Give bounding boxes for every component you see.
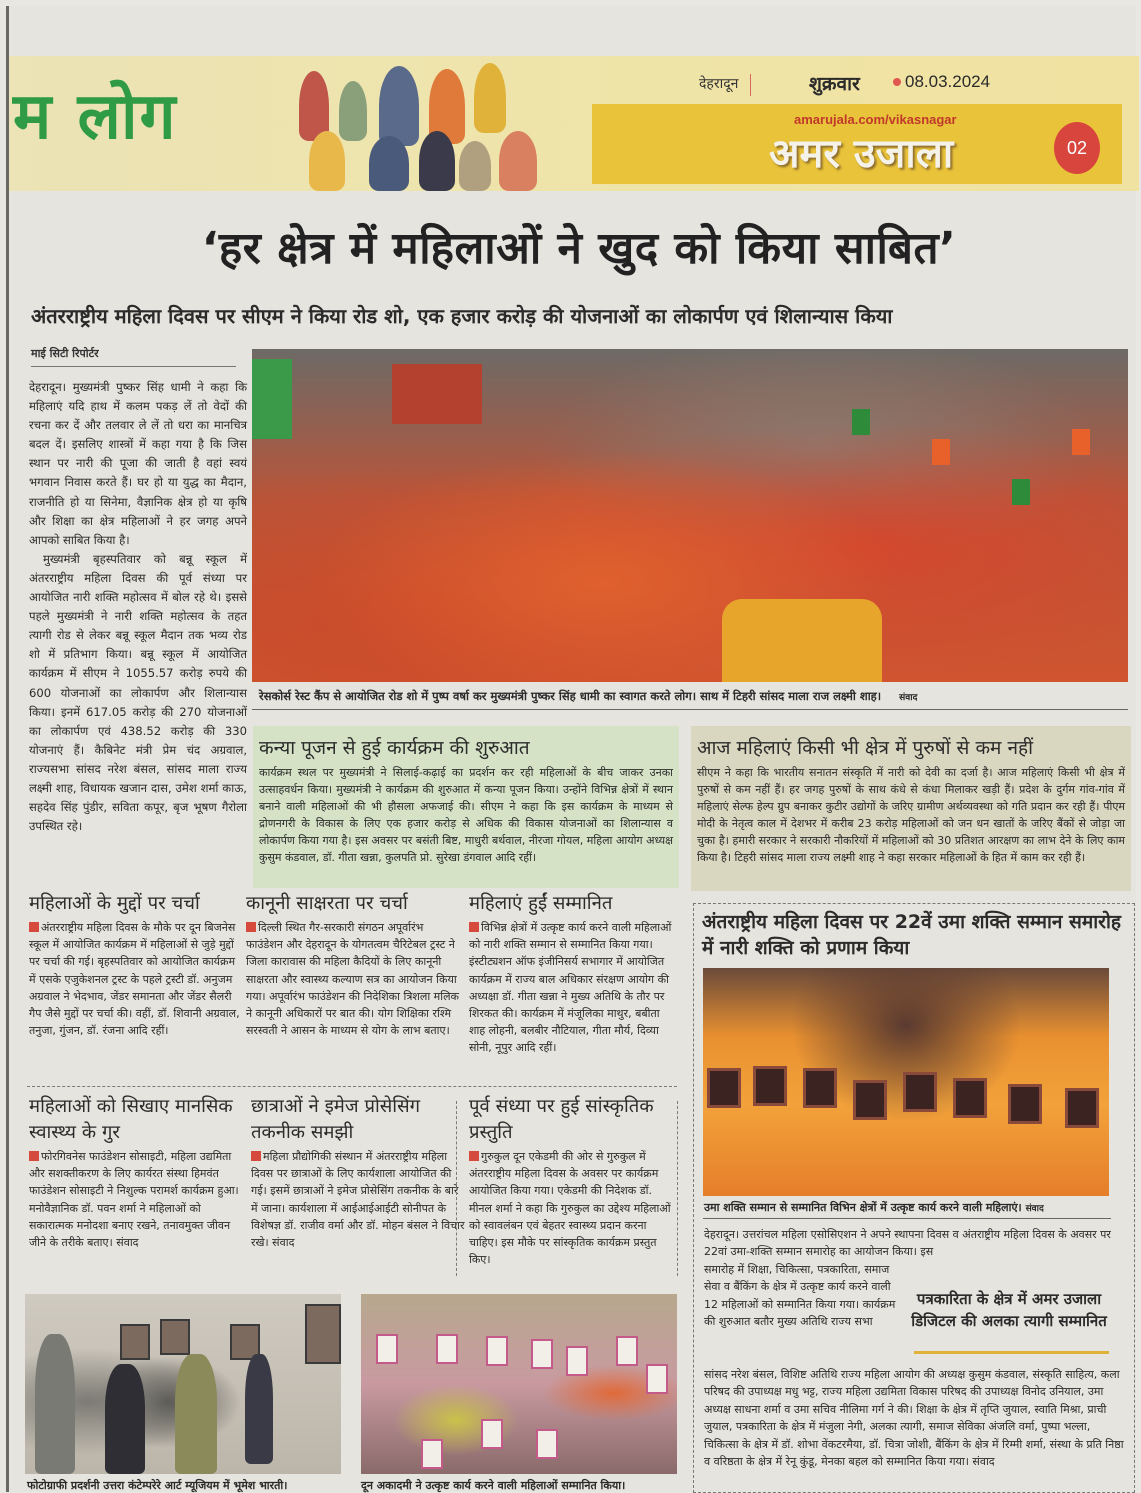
lead-story-body: [29, 378, 247, 836]
flag-icon: [852, 409, 870, 435]
person: [35, 1334, 75, 1474]
certificate: [421, 1439, 443, 1469]
divider: [677, 1101, 678, 1276]
section-title: म लोग: [13, 80, 178, 154]
photo-caption: [704, 1200, 1114, 1215]
award-plaque: [853, 1080, 887, 1120]
date-label: 08.03.2024: [905, 72, 991, 91]
brief-story: [469, 891, 674, 1057]
brief-story: [29, 891, 244, 1039]
bullet-square-icon: [29, 922, 39, 932]
bullet-square-icon: [29, 1151, 39, 1161]
divider: [750, 74, 751, 96]
brief-text: दिल्ली स्थित गैर-सरकारी संगठन अपूर्वारंभ फाउंडेशन और देहरादून के योगतत्वम चैरिटेबल ट्रस्ट ने जिला कारावास की महिला कैदियों के लिए कानूनी साक्षरता और स्वास्थ्य कल्याण सत्र का आयोजन किया गया। अपूर्वारंभ फाउंडेशन की निदेशिका त्रिशला मलिक ने कानूनी अधिकारों पर बात की। योग शिक्षिका रश्मि सरस्वती ने आसन के माध्यम से योग के लाभ बताए।: [246, 921, 460, 1038]
photo-credit: संवाद: [1025, 1204, 1044, 1214]
byline: माई सिटी रिपोर्टर: [31, 347, 99, 360]
award-plaque: [903, 1072, 937, 1112]
photo-caption: फोटोग्राफी प्रदर्शनी उत्तरा कंटेम्परेरे आर्ट म्यूजियम में भूमेश भारती।: [27, 1479, 288, 1492]
brief-title: महिलाओं के मुद्दों पर चर्चा: [29, 893, 200, 914]
box-text: कार्यक्रम स्थल पर मुख्यमंत्री ने सिलाई-कढ़ाई का प्रदर्शन कर रही महिलाओं के बीच जाकर उनका उत्साहवर्धन किया। मुख्यमंत्री ने कार्यक्रम की शुरुआत में कन्या पूजन किया। उन्होंने विभिन्न क्षेत्रों में स्थान बनाने वाली महिलाओं की भी हौसला अफजाई की। सीएम ने कहा कि इस कार्यक्रम के माध्यम से द्रोणनगरी के विकास के लिए एक हजार करोड़ से अधिक की विकास योजनाओं का शिलान्यास व लोकार्पण किया गया है। इस अवसर पर बसंती बिष्ट, माधुरी बर्थवाल, नीरजा गोयल, महिला आयोग अध्यक्ष कुसुम कंडवाल, डॉ. गीता खन्ना, कुलपति प्रो. सुरेखा डंगवाल आदि रहीं।: [259, 766, 673, 864]
brief-story: [29, 1094, 244, 1251]
divider: [27, 1086, 677, 1087]
story-body-narrow: समारोह में शिक्षा, चिकित्सा, पत्रकारिता, समाज सेवा व बैंकिंग के क्षेत्र में उत्कृष्ट कार्य करने वाली 12 महिलाओं को सम्मानित किया गया। कार्यक्रम की शुरुआत बतौर मुख्य अतिथि राज्य सभा: [704, 1263, 896, 1329]
newspaper-logo: अमर उजाला: [769, 131, 954, 177]
photo-caption: दून अकादमी ने उत्कृष्ट कार्य करने वाली महिलाओं सम्मानित किया।: [361, 1479, 626, 1492]
story-body: सांसद नरेश बंसल, विशिष्ट अतिथि राज्य महिला आयोग की अध्यक्ष कुसुम कंडवाल, संस्कृति साहित्य, कला परिषद की उपाध्यक्ष मधु भट्ट, राज्य महिला उद्यमिता विकास परिषद की उपाध्यक्ष विनोद उनियाल, उमा अध्यक्ष साधना शर्मा व उमा सचिव नीलिमा गर्ग ने की। शिक्षा के क्षेत्र में तृप्ति जुयाल, स्वाति मिश्रा, प्राची जुयाल, पत्रकारिता के क्षेत्र में मंजुला नेगी, अलका त्यागी, समाज सेविका अंजलि वर्मा, पुष्पा भल्ला, चिकित्सा के क्षेत्र में डॉ. शोभा वेंकटरमैया, डॉ. चित्रा जोशी, बैंकिंग के क्षेत्र में रिम्मी शर्मा, संस्था के प्रति निष्ठा व वरिष्ठता के क्षेत्र में रेनू कुंडू, मेनका बहल को सम्मानित किया गया। संवाद: [704, 1368, 1124, 1469]
day-label: शुक्रवार: [809, 73, 860, 95]
flag-icon: [932, 439, 950, 465]
flower-car: [722, 599, 882, 682]
photo-caption: [259, 689, 1119, 704]
person: [105, 1364, 145, 1474]
divider: [31, 366, 236, 367]
brief-title: महिलाओं को सिखाए मानसिक स्वास्थ्य के गुर: [29, 1096, 233, 1143]
brief-text: गुरुकुल दून एकेडमी की ओर से गुरुकुल में अंतरराष्ट्रीय महिला दिवस के अवसर पर कार्यक्रम आयोजित किया गया। एकेडमी की निदेशक डॉ. मीनल शर्मा ने कहा कि गुरुकुल का उद्देश्य महिलाओं को स्वावलंबन एवं बेहतर स्वास्थ्य प्रदान करना चाहिए। इस मौके पर सांस्कृतिक कार्यक्रम प्रस्तुत किए।: [469, 1150, 671, 1267]
divider: [914, 1351, 1109, 1354]
bullet-square-icon: [469, 1151, 479, 1161]
story-title: अंतराष्ट्रीय महिला दिवस पर 22वें उमा शक्ति सम्मान समारोह में नारी शक्ति को प्रणाम किया: [702, 911, 1121, 959]
certificate: [646, 1364, 668, 1394]
roadshow-photo: [252, 349, 1128, 682]
award-plaque: [1008, 1084, 1042, 1124]
certificate: [536, 1429, 558, 1459]
flag-icon: [252, 359, 292, 439]
certificate: [486, 1336, 508, 1366]
story-lead: देहरादून। उत्तरांचल महिला एसोसिएशन ने अपने स्थापना दिवस व अंतराष्ट्रीय महिला दिवस के अवसर पर 22वां उमा-शक्ति सम्मान समारोह का आयोजन किया। इस: [704, 1228, 1111, 1259]
main-headline: ‘हर क्षेत्र में महिलाओं ने खुद को किया साबित’: [201, 223, 957, 274]
brief-story: [246, 891, 461, 1039]
sub-headline: अंतरराष्ट्रीय महिला दिवस पर सीएम ने किया रोड शो, एक हजार करोड़ की योजनाओं का लोकार्पण एवं शिलान्यास किया: [31, 304, 893, 328]
brief-title: महिलाएं हुईं सम्मानित: [469, 893, 613, 914]
bullet-dot-icon: [893, 78, 901, 86]
brief-title: छात्राओं ने इमेज प्रोसेसिंग तकनीक समझी: [251, 1096, 420, 1143]
brief-text: फोरगिवनेस फाउंडेशन सोसाइटी, महिला उद्यमिता और सशक्तीकरण के लिए कार्यरत संस्था हिमवंत फाउंडेशन सोसाइटी ने निशुल्क परामर्श कार्यक्रम हुआ। मनोवैज्ञानिक डॉ. पवन शर्मा ने महिलाओं को सकारात्मक मनोदशा बनाए रखने, तनावमुक्त जीवन जीने के तरीके बताए। संवाद: [29, 1150, 239, 1250]
art-exhibition-photo: [25, 1294, 341, 1474]
award-plaque: [1065, 1088, 1099, 1128]
brief-story: [251, 1094, 466, 1251]
bullet-square-icon: [246, 922, 256, 932]
framed-artwork: [305, 1304, 341, 1364]
sidebar-story-green: [253, 726, 679, 888]
doon-academy-photo: [361, 1294, 677, 1474]
paragraph: देहरादून। मुख्यमंत्री पुष्कर सिंह धामी ने कहा कि महिलाएं यदि हाथ में कलम पकड़ लें तो वेदों की रचना कर दें और तलवार ले लें तो धरा का मानचित्र बदल दें। इसलिए शास्त्रों में कहा गया है कि जिस स्थान पर नारी की पूजा की जाती है वहां स्वयं भगवान निवास करते हैं। घर हो या युद्ध का मैदान, राजनीति हो या सिनेमा, वैज्ञानिक क्षेत्र हो या कृषि और शिक्षा का क्षेत्र महिलाओं ने हर जगह अपने आपको साबित किया है।: [29, 380, 247, 547]
certificate: [376, 1334, 398, 1364]
flag-icon: [1072, 429, 1090, 455]
certificate: [531, 1339, 553, 1369]
divider: [703, 1218, 1111, 1219]
photo-credit: संवाद: [899, 693, 918, 703]
divider: [252, 709, 1128, 710]
award-plaque: [803, 1068, 837, 1108]
sidebar-story-khaki: [691, 726, 1131, 891]
brand-url: amarujala.com/vikasnagar: [794, 112, 957, 127]
person: [245, 1354, 273, 1464]
caption-text: उमा शक्ति सम्मान से सम्मानित विभिन क्षेत्रों में उत्कृष्ट कार्य करने वाली महिलाएं।: [704, 1201, 1022, 1214]
bullet-square-icon: [469, 922, 479, 932]
framed-artwork: [160, 1319, 190, 1355]
brief-text: विभिन्न क्षेत्रों में उत्कृष्ट कार्य करने वाली महिलाओं को नारी शक्ति सम्मान से सम्मानित किया गया। इंस्टीट्यशन ऑफ इंजीनिसर्य सभागार में आयोजित कार्यक्रम में राज्य बाल अधिकार संरक्षण आयोग की अध्यक्षा डॉ. गीता खन्ना ने मुख्य अतिथि के तौर पर शिरकत की। कार्यक्रम में मंजूलिका माथुर, बबीता शाह लोहनी, बलबीर नौटियाल, गीता मौर्य, दिव्या सोनी, नूपुर आदि रहीं।: [469, 921, 672, 1055]
brief-story: [469, 1094, 674, 1268]
certificate: [616, 1336, 638, 1366]
caption-text: रेसकोर्स रेस्ट कैंप से आयोजित रोड शो में पुष्प वर्षा कर मुख्यमंत्री पुष्कर सिंह धामी का स्वागत करते लोग। साथ में टिहरी सांसद माला राज लक्ष्मी शाह।: [259, 689, 882, 703]
box-text: सीएम ने कहा कि भारतीय सनातन संस्कृति में नारी को देवी का दर्जा है। आज महिलाएं किसी भी क्षेत्र में पुरुषों से कम नहीं हैं। हर जगह पुरुषों के साथ कंधे से कंधा मिलाकर खड़ी हैं। प्रदेश के दुर्गम गांव-गांव में महिलाएं सेल्फ हेल्प ग्रुप बनाकर कुटीर उद्योगों के जरिए ग्रामीण अर्थव्यवस्था को गति प्रदान कर रही हैं। पीएम मोदी के नेतृत्व काल में देशभर में करीब 23 करोड़ महिलाओं को जन धन खातों के जरिए बैंकों से जोड़ा जा चुका है। हमारी सरकार ने सरकारी नौकरियों में महिलाओं को 30 प्रतिशत आरक्षण का लाभ देने के लिए काम किया है। टिहरी सांसद माला राज्य लक्ष्मी शाह ने कहा सरकार महिलाओं के हित में काम कर रही हैं।: [697, 766, 1125, 864]
page-number-badge: 02: [1054, 122, 1100, 174]
paragraph: मुख्यमंत्री बृहस्पतिवार को बन्नू स्कूल में अंतरराष्ट्रीय महिला दिवस की पूर्व संध्या पर आयोजित नारी शक्ति महोत्सव में बोल रहे थे। इससे पहले मुख्यमंत्री ने नारी शक्ति महोत्सव के तहत त्यागी रोड से लेकर बन्नू स्कूल मैदान तक भव्य रोड शो में प्रतिभाग किया। बन्नू स्कूल में आयोजित कार्यक्रम में सीएम ने 1055.57 करोड़ रुपये की 600 योजनाओं का लोकार्पण और शिलान्यास किया। इनमें 617.05 करोड़ की 270 योजनाओं का लोकार्पण एवं 438.52 करोड़ की 330 योजनाएं हैं। कैबिनेट मंत्री प्रेम चंद अग्रवाल, राज्यसभा सांसद नरेश बंसल, सांसद माला राज्य लक्ष्मी शाह, विधायक खजान दास, उमेश शर्मा काऊ, सहदेव सिंह पुंडीर, सविता कपूर, बृज भूषण गैरोला उपस्थित रहे।: [29, 551, 247, 834]
newspaper-page: [6, 6, 1136, 1492]
box-title: आज महिलाएं किसी भी क्षेत्र में पुरुषों से कम नहीं: [697, 737, 1033, 759]
pull-quote: पत्रकारिता के क्षेत्र में अमर उजाला डिजिटल की अलका त्यागी सम्मानित: [911, 1290, 1107, 1330]
award-plaque: [707, 1068, 741, 1108]
box-title: कन्या पूजन से हुई कार्यक्रम की शुरुआत: [259, 737, 530, 759]
brief-title: कानूनी साक्षरता पर चर्चा: [246, 893, 408, 914]
certificate: [481, 1419, 503, 1449]
certificate: [436, 1334, 458, 1364]
city-label: देहरादून: [699, 76, 739, 92]
award-plaque: [953, 1078, 987, 1118]
brief-text: अंतरराष्ट्रीय महिला दिवस के मौके पर दून बिजनेस स्कूल में आयोजित कार्यक्रम में महिलाओं से जुड़े मुद्दों पर चर्चा की गई। बृहस्पतिवार को आयोजित कार्यक्रम में एसके एजुकेशनल ट्रस्ट के पहले ट्रस्टी डॉ. अनुजम अग्रवाल ने भेदभाव, जेंडर समानता और जेंडर सैलरी गैप जैसे मुद्दों पर चर्चा की। वहीं, डॉ. शिवानी अग्रवाल, तनुजा, गुंजन, डॉ. रंजना आदि रहीं।: [29, 921, 240, 1038]
people-illustration: [259, 61, 559, 191]
person: [175, 1354, 217, 1474]
flag-icon: [1012, 479, 1030, 505]
award-ceremony-photo: [703, 968, 1109, 1196]
brief-title: पूर्व संध्या पर हुई सांस्कृतिक प्रस्तुति: [469, 1096, 654, 1143]
award-plaque: [753, 1066, 787, 1106]
certificate: [566, 1346, 588, 1376]
shop-sign: [392, 364, 482, 424]
framed-artwork: [120, 1324, 150, 1360]
brief-text: महिला प्रौद्योगिकी संस्थान में अंतरराष्ट्रीय महिला दिवस पर छात्राओं के लिए कार्यशाला आयोजित की गई। इसमें छात्राओं ने इमेज प्रोसेसिंग तकनीक के बारे में जाना। कार्यशाला में आईआईआईटी सोनीपत के विशेषज्ञ डॉ. राजीव वर्मा और डॉ. मोहन बंसल ने विचार रखे। संवाद: [251, 1150, 465, 1250]
bullet-square-icon: [251, 1151, 261, 1161]
divider: [456, 1101, 457, 1276]
